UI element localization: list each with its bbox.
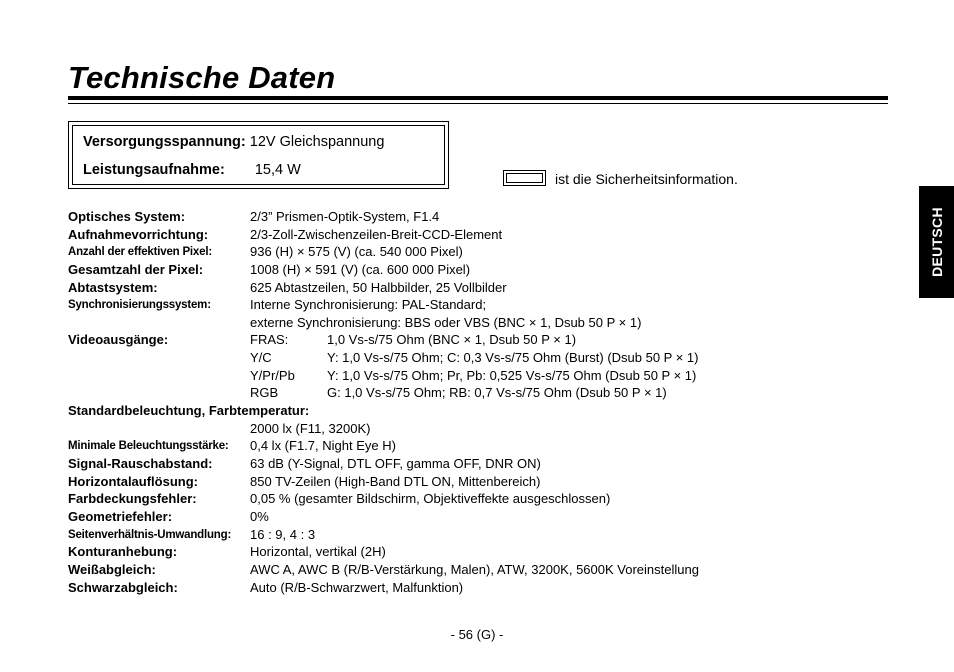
spec-value-sync-internal: Interne Synchronisierung: PAL-Standard;: [250, 297, 487, 312]
video-output-name: RGB: [250, 385, 279, 400]
spec-value-min-illumination: 0,4 lx (F1.7, Night Eye H): [250, 438, 396, 453]
spec-label-white-balance: Weißabgleich:: [68, 562, 156, 577]
spec-label-total-pixels: Gesamtzahl der Pixel:: [68, 262, 204, 277]
spec-label-pickup: Aufnahmevorrichtung:: [68, 227, 209, 242]
video-output-name: Y/Pr/Pb: [250, 368, 295, 383]
power-supply-label: Versorgungsspannung:: [83, 134, 246, 150]
safety-note: ist die Sicherheitsinformation.: [555, 171, 738, 187]
spec-value-effective-pixels: 936 (H) × 575 (V) (ca. 540 000 Pixel): [250, 244, 463, 259]
language-side-tab: [919, 186, 954, 298]
language-side-tab-label: DEUTSCH: [928, 207, 945, 277]
spec-label-registration: Farbdeckungsfehler:: [68, 491, 197, 506]
spec-label-aspect: Seitenverhältnis-Umwandlung:: [68, 529, 232, 541]
spec-label-sync: Synchronisierungssystem:: [68, 299, 211, 311]
spec-label-effective-pixels: Anzahl der effektiven Pixel:: [68, 246, 212, 258]
video-output-value: G: 1,0 Vs-s/75 Ohm; RB: 0,7 Vs-s/75 Ohm (Dsub 50 P × 1): [327, 385, 667, 400]
spec-label-contour: Konturanhebung:: [68, 544, 178, 559]
video-output-value: Y: 1,0 Vs-s/75 Ohm; C: 0,3 Vs-s/75 Ohm (Burst) (Dsub 50 P × 1): [327, 350, 699, 365]
power-consumption-value: 15,4 W: [254, 162, 301, 178]
spec-value-pickup: 2/3-Zoll-Zwischenzeilen-Breit-CCD-Element: [250, 227, 503, 242]
power-supply-line: [83, 134, 384, 150]
video-output-value: 1,0 Vs-s/75 Ohm (BNC × 1, Dsub 50 P × 1): [327, 332, 577, 347]
page-number: - 56 (G) -: [450, 627, 504, 642]
page-title: Technische Daten: [68, 60, 336, 95]
spec-value-total-pixels: 1008 (H) × 591 (V) (ca. 600 000 Pixel): [250, 262, 471, 277]
spec-label-video-outputs: Videoausgänge:: [68, 332, 169, 347]
spec-label-black-balance: Schwarzabgleich:: [68, 580, 178, 595]
spec-label-illumination: Standardbeleuchtung, Farbtemperatur:: [68, 403, 310, 418]
spec-value-aspect: 16 : 9, 4 : 3: [250, 527, 316, 542]
spec-label-geometry: Geometriefehler:: [68, 509, 173, 524]
power-consumption-label: Leistungsaufnahme:: [83, 162, 225, 178]
spec-value-horizontal-resolution: 850 TV-Zeilen (High-Band DTL ON, Mittenbereich): [250, 474, 541, 489]
power-consumption-line: [83, 162, 301, 178]
spec-value-illumination: 2000 lx (F11, 3200K): [250, 421, 371, 436]
spec-value-optical: 2/3” Prismen-Optik-System, F1.4: [250, 209, 440, 224]
spec-value-scan: 625 Abtastzeilen, 50 Halbbilder, 25 Vollbilder: [250, 280, 507, 295]
spec-value-registration: 0,05 % (gesamter Bildschirm, Objektiveffekte ausgeschlossen): [250, 491, 611, 506]
power-box: [68, 121, 449, 189]
spec-value-geometry: 0%: [250, 509, 269, 524]
spec-label-horizontal-resolution: Horizontalauflösung:: [68, 474, 198, 489]
spec-value-contour: Horizontal, vertikal (2H): [250, 544, 386, 559]
spec-value-snr: 63 dB (Y-Signal, DTL OFF, gamma OFF, DNR ON): [250, 456, 541, 471]
power-supply-value: 12V Gleichspannung: [249, 134, 385, 150]
spec-value-sync-external: externe Synchronisierung: BBS oder VBS (BNC × 1, Dsub 50 P × 1): [250, 315, 642, 330]
video-output-name: FRAS:: [250, 332, 289, 347]
spec-value-black-balance: Auto (R/B-Schwarzwert, Malfunktion): [250, 580, 464, 595]
title-rule-thin: [68, 103, 888, 104]
spec-label-min-illumination: Minimale Beleuchtungsstärke:: [68, 440, 229, 452]
video-output-value: Y: 1,0 Vs-s/75 Ohm; Pr, Pb: 0,525 Vs-s/75 Ohm (Dsub 50 P × 1): [327, 368, 697, 383]
spec-value-white-balance: AWC A, AWC B (R/B-Verstärkung, Malen), ATW, 3200K, 5600K Voreinstellung: [250, 562, 699, 577]
spec-label-optical: Optisches System:: [68, 209, 186, 224]
spec-label-scan: Abtastsystem:: [68, 280, 158, 295]
video-output-name: Y/C: [250, 350, 272, 365]
spec-label-snr: Signal-Rauschabstand:: [68, 456, 213, 471]
safety-symbol-icon: [503, 170, 546, 186]
title-rule-thick: [68, 96, 888, 100]
